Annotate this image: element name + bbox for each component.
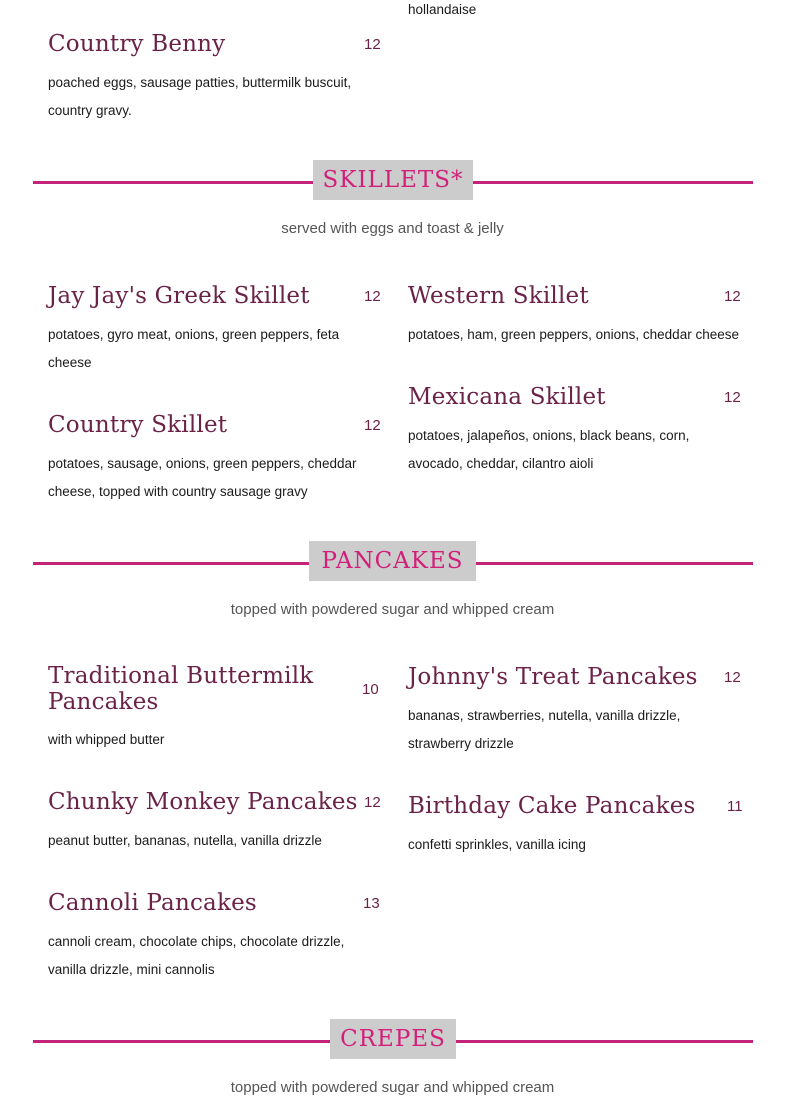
item-desc-western-skillet: potatoes, ham, green peppers, onions, cheddar cheese <box>408 327 739 342</box>
item-price-johnnys-treat-pancakes: 12 <box>724 669 741 686</box>
section-subtitle-pancakes: topped with powdered sugar and whipped cream <box>230 601 555 618</box>
section-subtitle-crepes: topped with powdered sugar and whipped cream <box>230 1079 555 1096</box>
item-price-country-skillet: 12 <box>364 417 381 434</box>
item-desc-cannoli-pancakes: cannoli cream, chocolate chips, chocolate drizzle, vanilla drizzle, mini cannolis <box>48 934 345 977</box>
item-desc-johnnys-treat-pancakes: bananas, strawberries, nutella, vanilla drizzle, strawberry drizzle <box>408 708 681 751</box>
item-desc-birthday-cake-pancakes: confetti sprinkles, vanilla icing <box>408 837 586 852</box>
item-name-chunky-monkey-pancakes: Chunky Monkey Pancakes <box>48 789 358 815</box>
item-price-birthday-cake-pancakes: 11 <box>727 798 743 815</box>
item-desc-country-skillet: potatoes, sausage, onions, green peppers, cheddar cheese, topped with country sausage gravy <box>48 456 357 499</box>
item-desc-chunky-monkey-pancakes: peanut butter, bananas, nutella, vanilla drizzle <box>48 833 322 848</box>
item-name-greek-skillet: Jay Jay's Greek Skillet <box>48 283 310 309</box>
section-title-crepes: CREPES <box>330 1019 456 1059</box>
item-price-country-benny: 12 <box>364 36 381 53</box>
item-price-buttermilk-pancakes: 10 <box>362 681 379 698</box>
item-name-cannoli-pancakes: Cannoli Pancakes <box>48 890 257 916</box>
item-description-tail: hollandaise <box>408 2 477 17</box>
item-name-western-skillet: Western Skillet <box>408 283 589 309</box>
section-subtitle-skillets: served with eggs and toast & jelly <box>281 220 504 237</box>
item-name-country-benny: Country Benny <box>48 31 226 57</box>
item-name-birthday-cake-pancakes: Birthday Cake Pancakes <box>408 793 696 819</box>
item-name-buttermilk-pancakes: Traditional Buttermilk Pancakes <box>48 663 314 715</box>
item-price-western-skillet: 12 <box>724 288 741 305</box>
item-desc-country-benny: poached eggs, sausage patties, buttermilk buscuit, country gravy. <box>48 75 352 118</box>
item-name-country-skillet: Country Skillet <box>48 412 228 438</box>
item-price-chunky-monkey-pancakes: 12 <box>364 794 381 811</box>
item-name-mexicana-skillet: Mexicana Skillet <box>408 384 606 410</box>
item-price-mexicana-skillet: 12 <box>724 389 741 406</box>
section-title-pancakes: PANCAKES <box>309 541 476 581</box>
item-name-johnnys-treat-pancakes: Johnny's Treat Pancakes <box>408 664 698 690</box>
item-desc-mexicana-skillet: potatoes, jalapeños, onions, black beans, corn, avocado, cheddar, cilantro aioli <box>408 428 690 471</box>
item-price-cannoli-pancakes: 13 <box>363 895 380 912</box>
item-desc-buttermilk-pancakes: with whipped butter <box>48 732 165 747</box>
item-price-greek-skillet: 12 <box>364 288 381 305</box>
item-desc-greek-skillet: potatoes, gyro meat, onions, green peppers, feta cheese <box>48 327 340 370</box>
section-title-skillets: SKILLETS* <box>313 160 473 200</box>
